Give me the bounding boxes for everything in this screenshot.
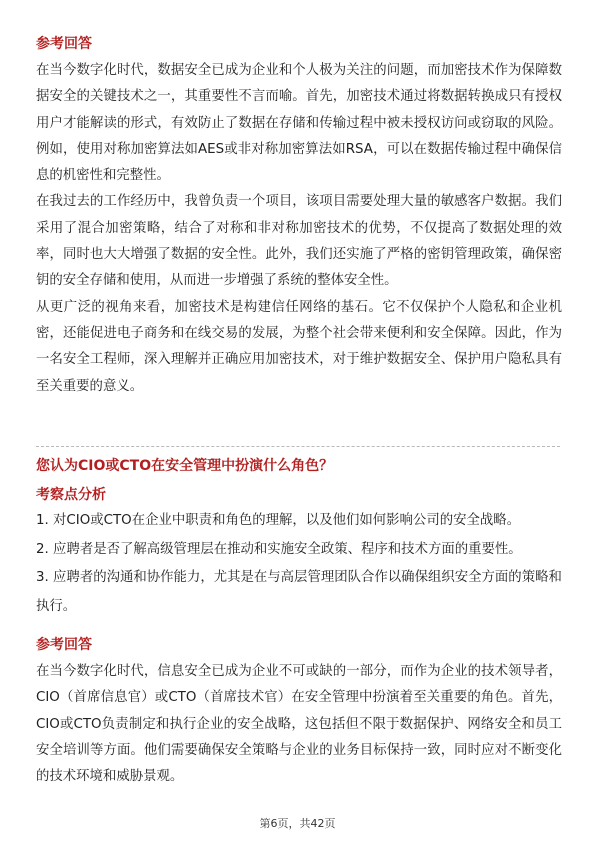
analysis-list <box>36 507 562 621</box>
document-page <box>36 34 562 400</box>
answer-paragraph: 从更广泛的视角来看，加密技术是构建信任网络的基石。它不仅保护个人隐私和企业机密，还能促进电子商务和在线交易的发展，为整个社会带来便利和安全保障。因此，作为一名安全工程师，深入理解并正确应用加密技术，对于维护数据安全、保护用户隐私具有至关重要的意义。 <box>36 299 562 394</box>
question-title: 您认为CIO或CTO在安全管理中扮演什么角色？ <box>36 458 334 474</box>
answer-paragraph: 在当今数字化时代，数据安全已成为企业和个人极为关注的问题，而加密技术作为保障数据安全的关键技术之一，其重要性不言而喻。首先，加密技术通过将数据转换成只有授权用户才能解读的形式，有效防止了数据在存储和传输过程中被未授权访问或窃取的风险。例如，使用对称加密算法如AES或非对称加密算法如RSA，可以在数据传输过程中确保信息的机密性和完整性。 <box>36 63 562 184</box>
answer-heading: 参考回答 <box>36 36 92 52</box>
analysis-item: 3. 应聘者的沟通和协作能力，尤其是在与高层管理团队合作以确保组织安全方面的策略和执行。 <box>36 570 562 614</box>
analysis-item: 1. 对CIO或CTO在企业中职责和角色的理解，以及他们如何影响公司的安全战略。 <box>36 513 521 528</box>
answer-paragraph: 在当今数字化时代，信息安全已成为企业不可或缺的一部分，而作为企业的技术领导者，CIO（首席信息官）或CTO（首席技术官）在安全管理中扮演着至关重要的角色。首先，CIO或CTO负责制定和执行企业的安全战略，这包括但不限于数据保护、网络安全和员工安全培训等方面。他们需要确保安全策略与企业的业务目标保持一致，同时应对不断变化的技术环境和威胁景观。 <box>36 664 562 785</box>
section-divider <box>36 446 560 447</box>
question-block <box>36 455 562 790</box>
page-number: 第6页，共42页 <box>259 817 336 830</box>
analysis-heading: 考察点分析 <box>36 487 106 503</box>
answer-heading: 参考回答 <box>36 637 92 653</box>
answer-paragraph: 在我过去的工作经历中，我曾负责一个项目，该项目需要处理大量的敏感客户数据。我们采用了混合加密策略，结合了对称和非对称加密技术的优势，不仅提高了数据处理的效率，同时也大大增强了数据的安全性。此外，我们还实施了严格的密钥管理政策，确保密钥的安全存储和使用，从而进一步增强了系统的整体安全性。 <box>36 194 562 289</box>
analysis-item: 2. 应聘者是否了解高级管理层在推动和实施安全政策、程序和技术方面的重要性。 <box>36 541 522 557</box>
